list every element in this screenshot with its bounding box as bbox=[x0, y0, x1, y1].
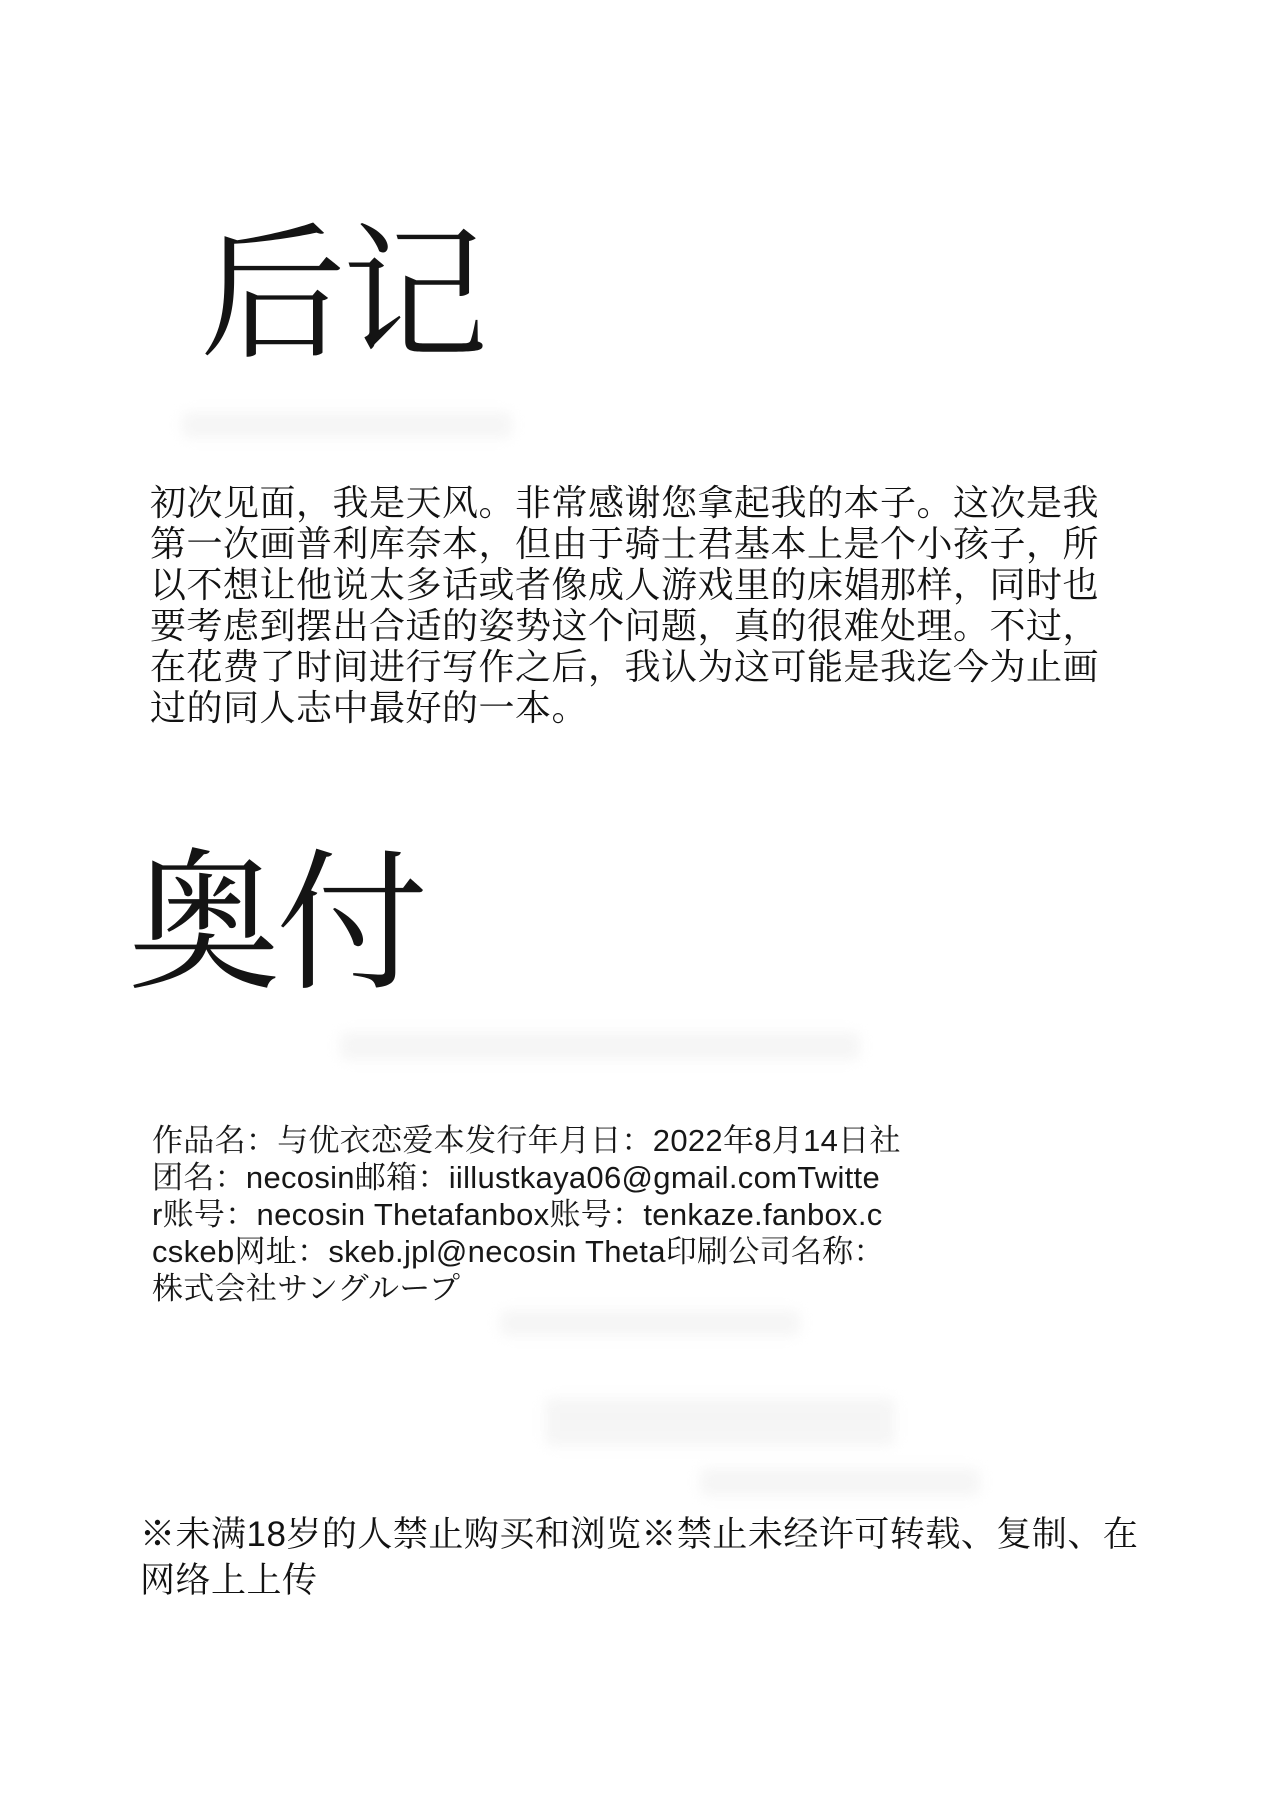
scan-ghost-artifact bbox=[340, 1032, 860, 1060]
afterword-paragraph-line: 第一次画普利库奈本，但由于骑士君基本上是个小孩子，所 bbox=[150, 523, 1100, 564]
colophon-line: r账号：necosin Thetafanbox账号：tenkaze.fanbox.c bbox=[152, 1197, 883, 1232]
scan-ghost-artifact bbox=[182, 412, 512, 438]
age-restriction-disclaimer bbox=[140, 1512, 1140, 1604]
afterword-title: 后记 bbox=[200, 213, 484, 376]
afterword-paragraph bbox=[150, 482, 1130, 728]
scan-ghost-artifact bbox=[700, 1468, 980, 1496]
scan-ghost-artifact bbox=[500, 1310, 800, 1336]
afterword-paragraph-line: 要考虑到摆出合适的姿势这个问题，真的很难处理。不过， bbox=[150, 605, 1100, 646]
disclaimer-line: ※未满18岁的人禁止购买和浏览※禁止未经许可转载、复制、在 bbox=[140, 1515, 1139, 1554]
colophon-line: 团名：necosin邮箱：iillustkaya06@gmail.comTwitte bbox=[152, 1160, 881, 1195]
afterword-paragraph-line: 初次见面，我是天风。非常感谢您拿起我的本子。这次是我 bbox=[150, 482, 1100, 523]
scan-ghost-artifact bbox=[545, 1398, 895, 1446]
colophon-line: 作品名：与优衣恋爱本发行年月日：2022年8月14日社 bbox=[152, 1123, 901, 1158]
colophon-line: 株式会社サングループ bbox=[152, 1271, 461, 1306]
disclaimer-line: 网络上上传 bbox=[140, 1561, 318, 1600]
colophon-title: 奥付 bbox=[128, 839, 424, 1009]
afterword-paragraph-line: 过的同人志中最好的一本。 bbox=[150, 687, 589, 728]
afterword-paragraph-line: 在花费了时间进行写作之后，我认为这可能是我迄今为止画 bbox=[150, 646, 1100, 687]
colophon-block bbox=[152, 1122, 901, 1307]
afterword-paragraph-line: 以不想让他说太多话或者像成人游戏里的床娼那样，同时也 bbox=[150, 564, 1100, 605]
colophon-line: cskeb网址：skeb.jpl@necosin Theta印刷公司名称： bbox=[152, 1234, 885, 1269]
